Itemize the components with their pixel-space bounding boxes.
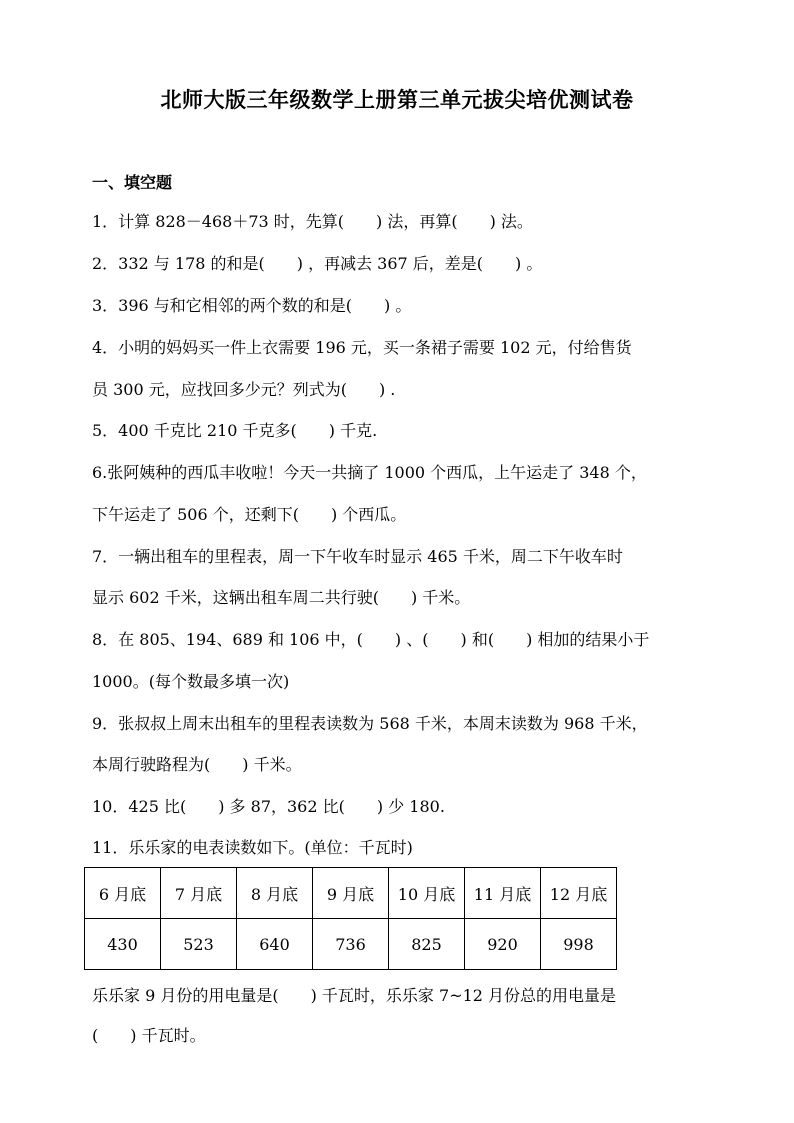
question-line: 1．计算 828－468＋73 时，先算( ) 法，再算( ) 法。 xyxy=(92,212,533,231)
question-line: 员 300 元，应找回多少元？列式为( ) . xyxy=(92,380,396,399)
table-cell: 736 xyxy=(313,919,389,970)
question-line: 9．张叔叔上周末出租车的里程表读数为 568 千米，本周末读数为 968 千米， xyxy=(92,714,648,733)
table-cell: 998 xyxy=(541,919,617,970)
question-line: 4．小明的妈妈买一件上衣需要 196 元，买一条裙子需要 102 元，付给售货 xyxy=(92,338,632,357)
table-header-cell: 8 月底 xyxy=(237,868,313,919)
question-line: 11．乐乐家的电表读数如下。(单位：千瓦时) xyxy=(92,838,413,857)
table-cell: 523 xyxy=(161,919,237,970)
table-cell: 640 xyxy=(237,919,313,970)
question-line: 10．425 比( ) 多 87，362 比( ) 少 180. xyxy=(92,797,445,816)
table-header-row xyxy=(85,868,617,919)
section-heading: 一、填空题 xyxy=(92,173,173,192)
table-header-cell: 7 月底 xyxy=(161,868,237,919)
table-header-cell: 12 月底 xyxy=(541,868,617,919)
table-cell: 920 xyxy=(465,919,541,970)
table-row xyxy=(85,919,617,970)
question-line: 3．396 与和它相邻的两个数的和是( ) 。 xyxy=(92,296,412,315)
document-title: 北师大版三年级数学上册第三单元拔尖培优测试卷 xyxy=(160,87,634,112)
question-line: 5．400 千克比 210 千克多( ) 千克. xyxy=(92,421,378,440)
table-cell: 825 xyxy=(389,919,465,970)
question-line: 6.张阿姨种的西瓜丰收啦！今天一共摘了 1000 个西瓜，上午运走了 348 个， xyxy=(92,463,647,482)
electric-meter-table xyxy=(84,867,617,970)
table-header-cell: 9 月底 xyxy=(313,868,389,919)
question-line: 下午运走了 506 个，还剩下( ) 个西瓜。 xyxy=(92,505,407,524)
question-line: 1000。(每个数最多填一次) xyxy=(92,672,290,691)
question-line: 乐乐家 9 月份的用电量是( ) 千瓦时，乐乐家 7~12 月份总的用电量是 xyxy=(92,986,617,1005)
question-line: ( ) 千瓦时。 xyxy=(92,1026,206,1045)
question-line: 本周行驶路程为( ) 千米。 xyxy=(92,755,302,774)
table-header-cell: 6 月底 xyxy=(85,868,161,919)
table-header-cell: 11 月底 xyxy=(465,868,541,919)
question-line: 8．在 805、194、689 和 106 中，( ) 、( ) 和( ) 相加的结果小于 xyxy=(92,630,650,649)
question-line: 2．332 与 178 的和是( ) ，再减去 367 后，差是( ) 。 xyxy=(92,254,543,273)
question-line: 显示 602 千米，这辆出租车周二共行驶( ) 千米。 xyxy=(92,588,471,607)
table-cell: 430 xyxy=(85,919,161,970)
table-header-cell: 10 月底 xyxy=(389,868,465,919)
question-line: 7．一辆出租车的里程表，周一下午收车时显示 465 千米，周二下午收车时 xyxy=(92,547,623,566)
